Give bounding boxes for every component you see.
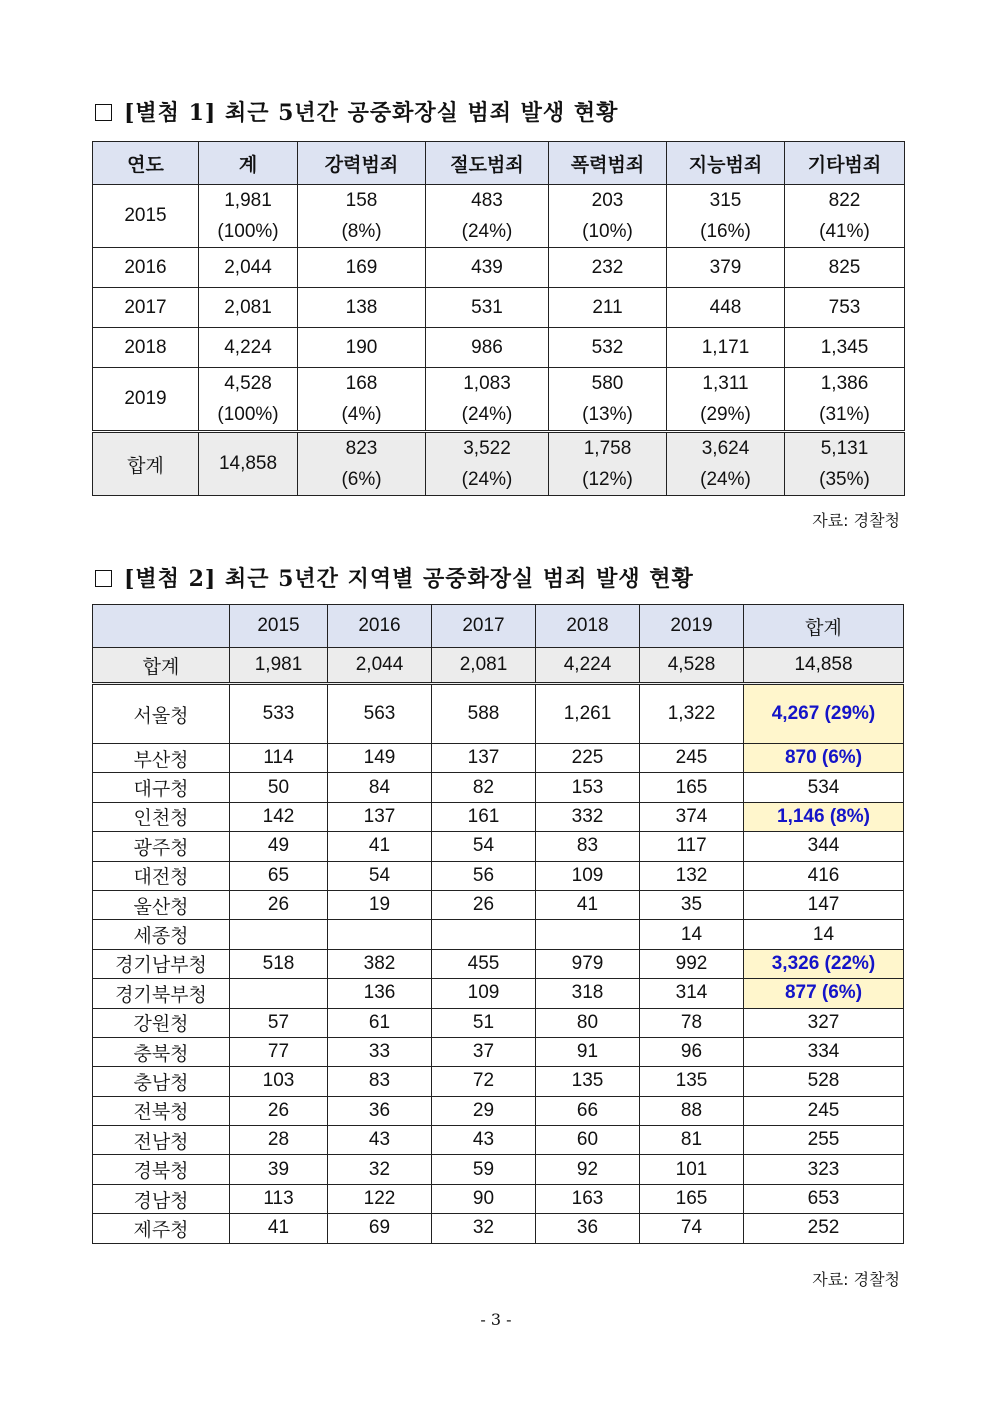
- year-value: 56: [432, 861, 536, 890]
- year-value: 90: [432, 1184, 536, 1213]
- value-cell: [298, 328, 426, 368]
- region-total: 14: [744, 920, 904, 949]
- year-value: 59: [432, 1155, 536, 1184]
- year-cell: 2015: [93, 185, 199, 248]
- total-label: 합계: [93, 648, 230, 684]
- year-value: 533: [230, 684, 328, 744]
- count-value: 986: [471, 336, 503, 358]
- count-value: 2,081: [224, 296, 272, 318]
- year-value: 60: [536, 1126, 640, 1155]
- count-value: 825: [828, 256, 861, 278]
- table-row: [93, 744, 904, 773]
- value-cell: [199, 248, 298, 288]
- year-cell: 2017: [93, 288, 199, 328]
- table-row: [93, 248, 905, 288]
- table2-source: 자료: 경찰청: [812, 1270, 900, 1289]
- value-cell: [667, 328, 785, 368]
- region-name: 울산청: [93, 890, 230, 919]
- percent-value: (41%): [819, 221, 870, 242]
- region-name: 전남청: [93, 1126, 230, 1155]
- region-total: 877 (6%): [744, 979, 904, 1008]
- count-value: 483: [471, 190, 503, 211]
- region-name: 경기북부청: [93, 979, 230, 1008]
- table-row: [93, 920, 904, 949]
- year-value: 83: [536, 832, 640, 861]
- percent-value: (24%): [700, 469, 751, 490]
- column-header: 절도범죄: [426, 142, 549, 185]
- year-value: 43: [328, 1126, 432, 1155]
- value-cell: [298, 288, 426, 328]
- table-row: [93, 949, 904, 978]
- value-cell: [667, 288, 785, 328]
- region-name: 전북청: [93, 1096, 230, 1125]
- region-name: 대전청: [93, 861, 230, 890]
- region-name: 인천청: [93, 802, 230, 831]
- region-name: 충북청: [93, 1037, 230, 1066]
- region-total: 252: [744, 1214, 904, 1243]
- year-value: 1,261: [536, 684, 640, 744]
- value-cell: [199, 432, 298, 496]
- value-cell: [549, 432, 667, 496]
- percent-value: (8%): [341, 221, 382, 242]
- year-value: 43: [432, 1126, 536, 1155]
- year-value: 83: [328, 1067, 432, 1096]
- year-value: 32: [432, 1214, 536, 1243]
- year-value: [328, 920, 432, 949]
- total-value: 4,224: [536, 648, 640, 684]
- year-value: 69: [328, 1214, 432, 1243]
- table-row: [93, 1155, 904, 1184]
- value-cell: [785, 248, 905, 288]
- year-value: 41: [230, 1214, 328, 1243]
- year-value: 142: [230, 802, 328, 831]
- year-value: 78: [640, 1008, 744, 1037]
- year-value: 41: [536, 890, 640, 919]
- table-row: [93, 1008, 904, 1037]
- year-value: 137: [432, 744, 536, 773]
- table-row: [93, 1067, 904, 1096]
- year-value: 117: [640, 832, 744, 861]
- table1-title: [별첨 1] 최근 5년간 공중화장실 범죄 발생 현황: [95, 96, 618, 127]
- table-row: [93, 288, 905, 328]
- year-value: 28: [230, 1126, 328, 1155]
- count-value: 14,858: [218, 453, 278, 474]
- table-row: [93, 1214, 904, 1243]
- column-header: 2015: [230, 605, 328, 648]
- percent-value: (35%): [819, 469, 870, 490]
- table-row: [93, 368, 905, 432]
- region-total: 255: [744, 1126, 904, 1155]
- count-value: 532: [591, 336, 624, 358]
- value-cell: [426, 288, 549, 328]
- year-value: 109: [432, 979, 536, 1008]
- value-cell: [298, 185, 426, 248]
- year-value: 65: [230, 861, 328, 890]
- year-value: 51: [432, 1008, 536, 1037]
- count-value: 439: [471, 256, 503, 278]
- year-value: 122: [328, 1184, 432, 1213]
- region-total: 344: [744, 832, 904, 861]
- table-row: [93, 1126, 904, 1155]
- total-value: 4,528: [640, 648, 744, 684]
- count-value: 753: [828, 296, 861, 318]
- year-value: 163: [536, 1184, 640, 1213]
- value-cell: [199, 328, 298, 368]
- column-header: 2019: [640, 605, 744, 648]
- year-value: 77: [230, 1037, 328, 1066]
- year-value: 26: [432, 890, 536, 919]
- column-header: 지능범죄: [667, 142, 785, 185]
- year-value: 74: [640, 1214, 744, 1243]
- percent-value: (24%): [461, 469, 513, 490]
- year-value: 33: [328, 1037, 432, 1066]
- year-value: 136: [328, 979, 432, 1008]
- year-value: 57: [230, 1008, 328, 1037]
- table-header-row: [93, 142, 905, 185]
- value-cell: [426, 328, 549, 368]
- value-cell: [426, 248, 549, 288]
- year-value: 101: [640, 1155, 744, 1184]
- count-value: 823: [345, 438, 378, 459]
- year-value: 165: [640, 773, 744, 802]
- value-cell: [199, 288, 298, 328]
- year-value: 41: [328, 832, 432, 861]
- count-value: 1,345: [820, 336, 869, 358]
- count-value: 531: [471, 296, 503, 318]
- year-value: 109: [536, 861, 640, 890]
- year-value: 563: [328, 684, 432, 744]
- table-header-row: [93, 605, 904, 648]
- table-row: [93, 802, 904, 831]
- year-value: 137: [328, 802, 432, 831]
- region-total: 245: [744, 1096, 904, 1125]
- region-total: 323: [744, 1155, 904, 1184]
- count-value: 580: [591, 373, 624, 394]
- table-row: [93, 773, 904, 802]
- year-value: 165: [640, 1184, 744, 1213]
- count-value: 1,386: [820, 373, 869, 394]
- year-value: 36: [536, 1214, 640, 1243]
- count-value: 3,624: [701, 438, 750, 459]
- column-header: 강력범죄: [298, 142, 426, 185]
- column-header: 2017: [432, 605, 536, 648]
- column-header: 2018: [536, 605, 640, 648]
- count-value: 315: [709, 190, 742, 211]
- percent-value: (16%): [700, 221, 751, 242]
- year-value: 91: [536, 1037, 640, 1066]
- table2-title: [별첨 2] 최근 5년간 지역별 공중화장실 범죄 발생 현황: [95, 562, 694, 593]
- year-value: [536, 920, 640, 949]
- year-value: 39: [230, 1155, 328, 1184]
- count-value: 168: [345, 373, 378, 394]
- value-cell: [785, 432, 905, 496]
- count-value: 1,981: [224, 190, 272, 211]
- value-cell: [199, 368, 298, 432]
- total-value: 2,081: [432, 648, 536, 684]
- year-value: 332: [536, 802, 640, 831]
- year-value: 26: [230, 1096, 328, 1125]
- year-value: 992: [640, 949, 744, 978]
- year-value: 14: [640, 920, 744, 949]
- percent-value: (4%): [341, 404, 382, 425]
- year-value: [432, 920, 536, 949]
- region-total: 653: [744, 1184, 904, 1213]
- percent-value: (10%): [582, 221, 633, 242]
- value-cell: [785, 185, 905, 248]
- year-value: 36: [328, 1096, 432, 1125]
- region-name: 서울청: [93, 684, 230, 744]
- year-value: 374: [640, 802, 744, 831]
- value-cell: [426, 432, 549, 496]
- table-row: [93, 979, 904, 1008]
- percent-value: (24%): [461, 404, 513, 425]
- count-value: 448: [709, 296, 742, 318]
- count-value: 1,171: [701, 336, 750, 358]
- year-value: 245: [640, 744, 744, 773]
- year-value: 225: [536, 744, 640, 773]
- year-value: 92: [536, 1155, 640, 1184]
- value-cell: [549, 248, 667, 288]
- value-cell: [667, 432, 785, 496]
- percent-value: (100%): [217, 404, 279, 425]
- year-value: 318: [536, 979, 640, 1008]
- region-total: 528: [744, 1067, 904, 1096]
- year-value: 49: [230, 832, 328, 861]
- percent-value: (13%): [582, 404, 633, 425]
- year-value: 54: [328, 861, 432, 890]
- value-cell: [298, 248, 426, 288]
- year-value: 153: [536, 773, 640, 802]
- year-value: 19: [328, 890, 432, 919]
- year-cell: 합계: [93, 432, 199, 496]
- year-value: [230, 979, 328, 1008]
- table-row: [93, 328, 905, 368]
- year-value: 61: [328, 1008, 432, 1037]
- checkbox-square-icon: [95, 570, 112, 587]
- year-value: 149: [328, 744, 432, 773]
- year-value: 135: [640, 1067, 744, 1096]
- year-value: 32: [328, 1155, 432, 1184]
- year-value: 80: [536, 1008, 640, 1037]
- count-value: 158: [345, 190, 378, 211]
- percent-value: (12%): [582, 469, 633, 490]
- count-value: 4,224: [224, 336, 272, 358]
- year-value: [230, 920, 328, 949]
- count-value: 211: [592, 296, 623, 318]
- total-value: 14,858: [744, 648, 904, 684]
- year-value: 314: [640, 979, 744, 1008]
- crime-by-type-table: [92, 141, 905, 496]
- region-name: 경기남부청: [93, 949, 230, 978]
- region-total: 334: [744, 1037, 904, 1066]
- value-cell: [199, 185, 298, 248]
- count-value: 379: [709, 256, 742, 278]
- value-cell: [298, 432, 426, 496]
- table-row: [93, 1037, 904, 1066]
- crime-by-region-table: [92, 604, 904, 1244]
- year-value: 88: [640, 1096, 744, 1125]
- value-cell: [426, 368, 549, 432]
- value-cell: [667, 248, 785, 288]
- value-cell: [549, 288, 667, 328]
- year-cell: 2016: [93, 248, 199, 288]
- region-total: 1,146 (8%): [744, 802, 904, 831]
- value-cell: [667, 368, 785, 432]
- table-row: [93, 684, 904, 744]
- table-row: [93, 1096, 904, 1125]
- table-row: [93, 432, 905, 496]
- region-name: 강원청: [93, 1008, 230, 1037]
- year-value: 50: [230, 773, 328, 802]
- region-name: 충남청: [93, 1067, 230, 1096]
- count-value: 3,522: [463, 438, 511, 459]
- count-value: 822: [828, 190, 861, 211]
- year-value: 114: [230, 744, 328, 773]
- count-value: 138: [345, 296, 378, 318]
- year-value: 113: [230, 1184, 328, 1213]
- region-name: 광주청: [93, 832, 230, 861]
- value-cell: [426, 185, 549, 248]
- year-value: 1,322: [640, 684, 744, 744]
- column-header: 폭력범죄: [549, 142, 667, 185]
- year-value: 29: [432, 1096, 536, 1125]
- year-value: 382: [328, 949, 432, 978]
- region-name: 경북청: [93, 1155, 230, 1184]
- region-total: 327: [744, 1008, 904, 1037]
- year-value: 135: [536, 1067, 640, 1096]
- year-value: 26: [230, 890, 328, 919]
- table-row: [93, 185, 905, 248]
- region-total: 870 (6%): [744, 744, 904, 773]
- total-value: 2,044: [328, 648, 432, 684]
- count-value: 4,528: [224, 373, 272, 394]
- count-value: 1,758: [583, 438, 632, 459]
- percent-value: (100%): [217, 221, 279, 242]
- region-total: 147: [744, 890, 904, 919]
- year-value: 84: [328, 773, 432, 802]
- region-name: 경남청: [93, 1184, 230, 1213]
- table-row: [93, 890, 904, 919]
- percent-value: (24%): [461, 221, 513, 242]
- year-value: 82: [432, 773, 536, 802]
- value-cell: [298, 368, 426, 432]
- percent-value: (29%): [700, 404, 751, 425]
- column-header: 2016: [328, 605, 432, 648]
- percent-value: (6%): [341, 469, 382, 490]
- region-name: 세종청: [93, 920, 230, 949]
- year-value: 455: [432, 949, 536, 978]
- total-value: 1,981: [230, 648, 328, 684]
- column-header: 계: [199, 142, 298, 185]
- year-value: 132: [640, 861, 744, 890]
- count-value: 1,083: [463, 373, 511, 394]
- year-cell: 2019: [93, 368, 199, 432]
- region-total: 534: [744, 773, 904, 802]
- value-cell: [549, 328, 667, 368]
- year-value: 518: [230, 949, 328, 978]
- count-value: 203: [591, 190, 624, 211]
- year-value: 35: [640, 890, 744, 919]
- percent-value: (31%): [819, 404, 870, 425]
- checkbox-square-icon: [95, 104, 112, 121]
- region-total: 4,267 (29%): [744, 684, 904, 744]
- year-cell: 2018: [93, 328, 199, 368]
- year-value: 161: [432, 802, 536, 831]
- count-value: 2,044: [224, 256, 272, 278]
- table-row: [93, 861, 904, 890]
- count-value: 5,131: [820, 438, 869, 459]
- total-row: [93, 648, 904, 684]
- value-cell: [785, 368, 905, 432]
- page-number: - 3 -: [480, 1310, 512, 1329]
- table1-source: 자료: 경찰청: [812, 511, 900, 530]
- count-value: 1,311: [702, 373, 749, 394]
- column-header: 기타범죄: [785, 142, 905, 185]
- column-header: 합계: [744, 605, 904, 648]
- year-value: 96: [640, 1037, 744, 1066]
- count-value: 232: [591, 256, 624, 278]
- year-value: 66: [536, 1096, 640, 1125]
- year-value: 979: [536, 949, 640, 978]
- year-value: 103: [230, 1067, 328, 1096]
- column-header: [93, 605, 230, 648]
- region-name: 제주청: [93, 1214, 230, 1243]
- region-name: 대구청: [93, 773, 230, 802]
- value-cell: [549, 185, 667, 248]
- count-value: 169: [345, 256, 378, 278]
- value-cell: [785, 328, 905, 368]
- column-header: 연도: [93, 142, 199, 185]
- year-value: 588: [432, 684, 536, 744]
- table-row: [93, 1184, 904, 1213]
- value-cell: [785, 288, 905, 328]
- year-value: 72: [432, 1067, 536, 1096]
- year-value: 81: [640, 1126, 744, 1155]
- count-value: 190: [345, 336, 378, 358]
- year-value: 54: [432, 832, 536, 861]
- value-cell: [549, 368, 667, 432]
- value-cell: [667, 185, 785, 248]
- region-total: 416: [744, 861, 904, 890]
- region-name: 부산청: [93, 744, 230, 773]
- year-value: 37: [432, 1037, 536, 1066]
- table-row: [93, 832, 904, 861]
- region-total: 3,326 (22%): [744, 949, 904, 978]
